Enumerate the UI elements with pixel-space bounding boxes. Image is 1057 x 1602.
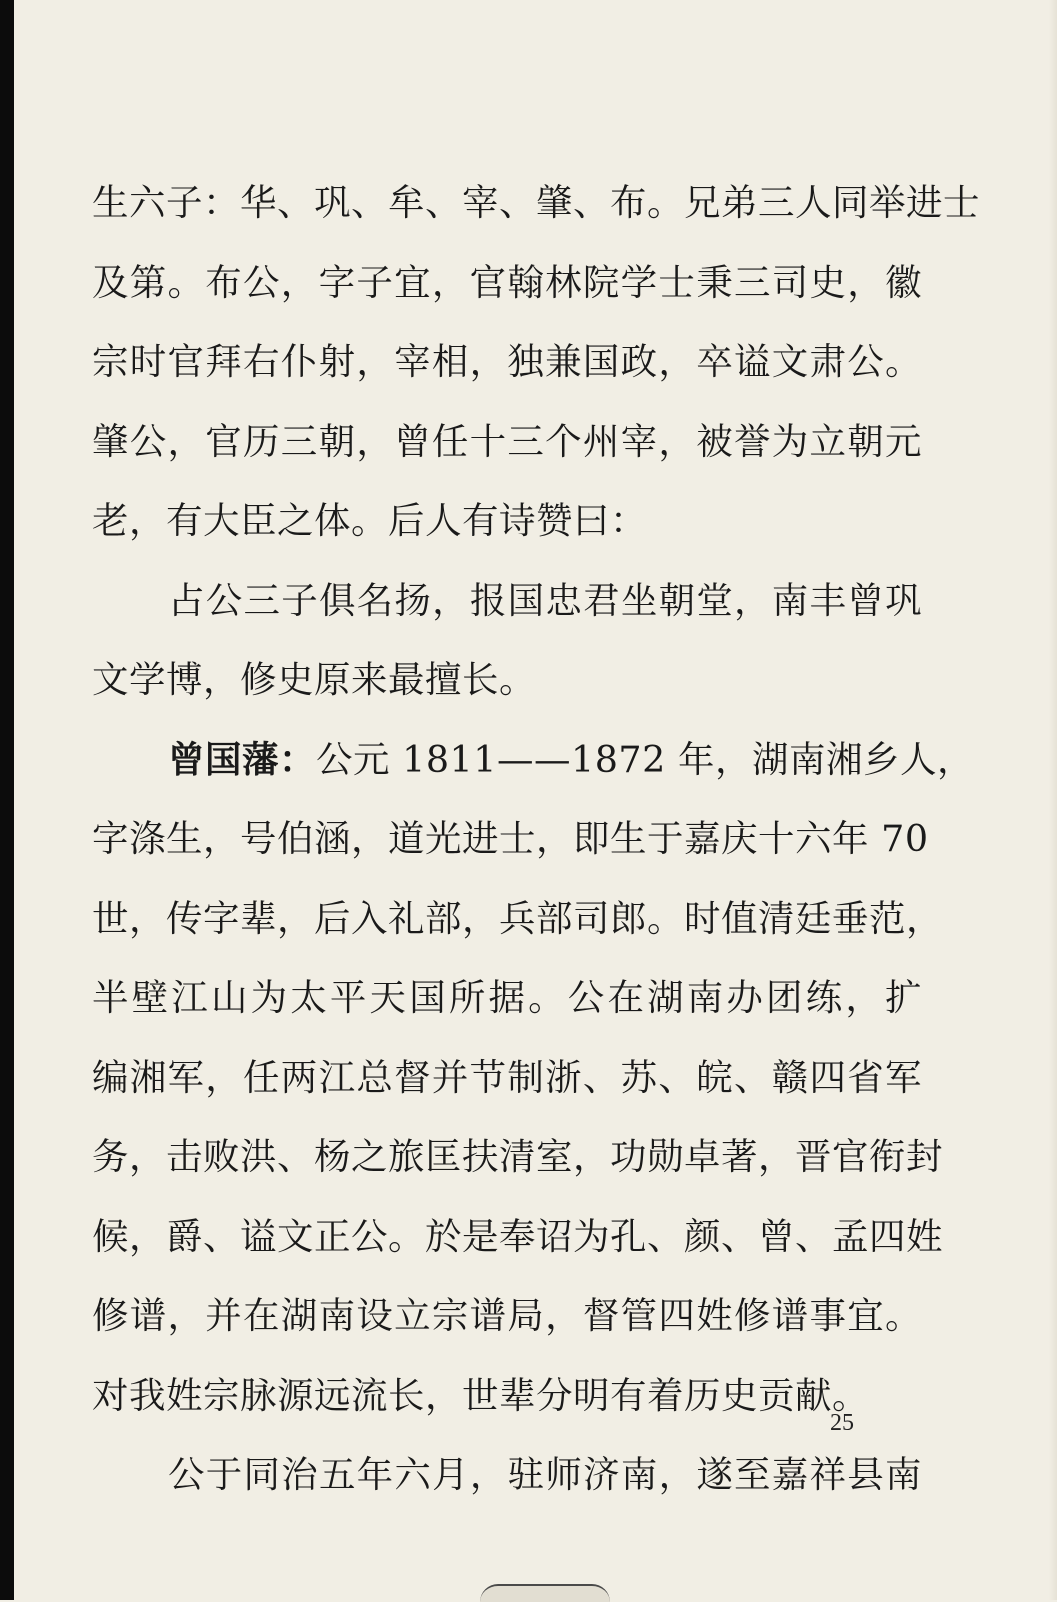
entry-heading: 曾国藩： [168, 737, 316, 781]
paragraph-genealogy [92, 178, 980, 576]
text-line: 宗时官拜右仆射，宰相，独兼国政，卒谥文肃公。 [92, 340, 922, 383]
scan-edge-right [1049, 0, 1057, 1600]
text-line: 及第。布公，字子宜，官翰林院学士秉三司史，徽 [92, 260, 922, 304]
text-line: 公元 1811——1872 年，湖南湘乡人， [316, 737, 974, 781]
binding-mark [480, 1584, 610, 1602]
text-line: 半壁江山为太平天国所据。公在湖南办团练，扩 [92, 976, 922, 1019]
text-line: 字涤生，号伯涵，道光进士，即生于嘉庆十六年 70 [92, 817, 929, 860]
text-line: 公于同治五年六月，驻师济南，遂至嘉祥县南 [168, 1453, 922, 1496]
page-body [92, 178, 980, 1530]
text-line: 生六子：华、巩、牟、宰、肇、布。兄弟三人同举进士 [92, 181, 980, 224]
paragraph-poem [92, 576, 922, 735]
text-line: 务，击败洪、杨之旅匡扶清室，功勋卓著，晋官衔封 [92, 1135, 943, 1178]
text-line: 占公三子俱名扬，报国忠君坐朝堂，南丰曾巩 [168, 578, 922, 622]
text-line: 修谱，并在湖南设立宗谱局，督管四姓修谱事宜。 [92, 1294, 922, 1337]
text-line: 编湘军，任两江总督并节制浙、苏、皖、赣四省军 [92, 1055, 922, 1099]
text-line-with-heading [92, 735, 974, 815]
text-line: 对我姓宗脉源远流长，世辈分明有着历史贡献。 [92, 1373, 869, 1417]
scan-edge-left [0, 0, 14, 1600]
text-line: 老，有大臣之体。后人有诗赞曰： [92, 499, 647, 542]
text-line: 世，传字辈，后入礼部，兵部司郎。时值清廷垂范， [92, 896, 943, 940]
text-line: 候，爵、谥文正公。於是奉诏为孔、颜、曾、孟四姓 [92, 1214, 943, 1258]
paragraph-continuation [92, 1450, 922, 1530]
paragraph-zeng-guofan [92, 735, 974, 1451]
page-number: 25 [830, 1410, 854, 1436]
text-line: 文学博，修史原来最擅长。 [92, 658, 536, 701]
text-line: 肇公，官历三朝，曾任十三个州宰，被誉为立朝元 [92, 419, 922, 463]
